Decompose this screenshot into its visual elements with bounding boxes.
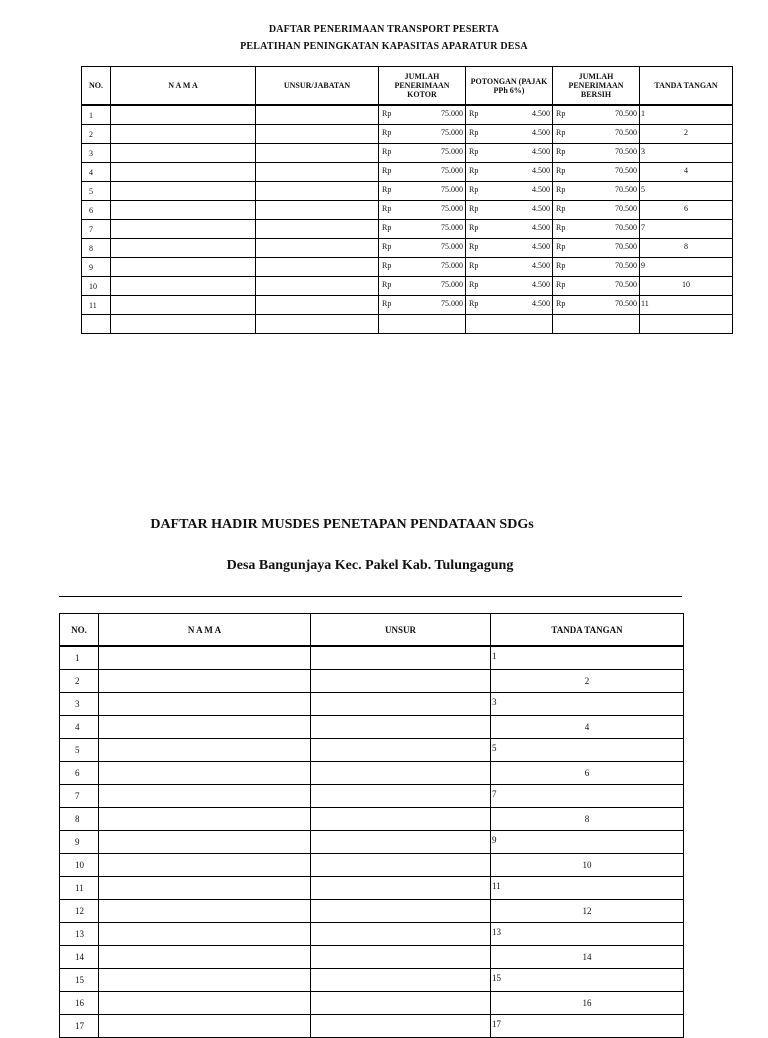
attendance-table	[59, 613, 684, 1038]
row-number: 10	[60, 854, 99, 877]
kotor-amount: 75.000	[441, 185, 463, 194]
currency-label: Rp	[469, 204, 479, 213]
row-number: 9	[82, 258, 111, 277]
potongan-amount: 4.500	[532, 185, 550, 194]
kotor-amount: 75.000	[441, 166, 463, 175]
potongan-cell	[466, 182, 553, 201]
unsur-cell[interactable]	[256, 144, 379, 163]
transport-title-line1: DAFTAR PENERIMAAN TRANSPORT PESERTA	[268, 24, 500, 35]
header-unsur: UNSUR	[311, 614, 491, 647]
signature-cell[interactable]	[491, 808, 684, 831]
signature-number: 7	[641, 223, 645, 232]
title-divider	[59, 596, 682, 597]
signature-cell[interactable]	[491, 739, 684, 762]
row-number: 4	[60, 716, 99, 739]
signature-number: 4	[684, 166, 688, 175]
unsur-cell[interactable]	[256, 239, 379, 258]
nama-cell[interactable]	[99, 946, 311, 969]
table-row	[60, 762, 684, 785]
currency-label: Rp	[382, 185, 392, 194]
table-row	[82, 201, 733, 220]
unsur-cell[interactable]	[256, 125, 379, 144]
nama-cell[interactable]	[111, 144, 256, 163]
kotor-cell	[379, 296, 466, 315]
header-no: NO.	[82, 67, 111, 106]
table-row	[82, 163, 733, 182]
bersih-cell	[553, 258, 640, 277]
bersih-amount: 70.500	[615, 299, 637, 308]
table-row	[60, 831, 684, 854]
kotor-cell	[379, 105, 466, 125]
kotor-cell	[379, 125, 466, 144]
currency-label: Rp	[556, 166, 566, 175]
empty-cell	[256, 315, 379, 334]
bersih-cell	[553, 220, 640, 239]
currency-label: Rp	[382, 166, 392, 175]
transport-header-row	[82, 67, 733, 106]
unsur-cell[interactable]	[311, 716, 491, 739]
currency-label: Rp	[382, 280, 392, 289]
row-number: 8	[82, 239, 111, 258]
currency-label: Rp	[382, 204, 392, 213]
bersih-cell	[553, 201, 640, 220]
currency-label: Rp	[556, 204, 566, 213]
table-row	[60, 854, 684, 877]
signature-cell[interactable]	[491, 831, 684, 854]
bersih-cell	[553, 163, 640, 182]
table-row	[82, 296, 733, 315]
signature-cell[interactable]	[491, 854, 684, 877]
unsur-cell[interactable]	[256, 105, 379, 125]
currency-label: Rp	[469, 223, 479, 232]
currency-label: Rp	[556, 128, 566, 137]
currency-label: Rp	[556, 261, 566, 270]
signature-number: 2	[684, 128, 688, 137]
unsur-cell[interactable]	[256, 163, 379, 182]
unsur-cell[interactable]	[256, 182, 379, 201]
table-row	[60, 992, 684, 1015]
signature-number: 1	[641, 109, 645, 118]
table-row	[60, 877, 684, 900]
nama-cell[interactable]	[99, 808, 311, 831]
potongan-cell	[466, 125, 553, 144]
signature-cell[interactable]	[491, 923, 684, 946]
kotor-cell	[379, 201, 466, 220]
kotor-cell	[379, 258, 466, 277]
unsur-cell[interactable]	[311, 969, 491, 992]
attendance-title-line1: DAFTAR HADIR MUSDES PENETAPAN PENDATAAN SDGs	[150, 517, 534, 532]
unsur-cell[interactable]	[256, 277, 379, 296]
row-number: 4	[82, 163, 111, 182]
bersih-amount: 70.500	[615, 185, 637, 194]
signature-number: 5	[641, 185, 645, 194]
empty-cell	[553, 315, 640, 334]
unsur-cell[interactable]	[256, 258, 379, 277]
signature-number: 5	[492, 743, 497, 753]
header-nama: N A M A	[99, 614, 311, 647]
row-number: 1	[82, 105, 111, 125]
table-row	[82, 239, 733, 258]
signature-number: 16	[582, 998, 592, 1008]
unsur-cell[interactable]	[311, 762, 491, 785]
table-row	[82, 144, 733, 163]
header-unsur-jabatan: UNSUR/JABATAN	[256, 67, 379, 106]
signature-number: 12	[582, 906, 592, 916]
nama-cell[interactable]	[111, 201, 256, 220]
row-number: 7	[82, 220, 111, 239]
signature-number: 3	[641, 147, 645, 156]
signature-cell[interactable]	[640, 144, 733, 163]
row-number: 5	[82, 182, 111, 201]
table-row	[60, 785, 684, 808]
signature-number: 10	[582, 860, 592, 870]
nama-cell[interactable]	[111, 277, 256, 296]
signature-number: 14	[582, 952, 592, 962]
kotor-cell	[379, 277, 466, 296]
unsur-cell[interactable]	[311, 693, 491, 716]
nama-cell[interactable]	[111, 105, 256, 125]
table-row	[60, 670, 684, 693]
signature-number: 11	[641, 299, 649, 308]
table-row	[82, 182, 733, 201]
table-row	[60, 716, 684, 739]
bersih-amount: 70.500	[615, 242, 637, 251]
potongan-cell	[466, 277, 553, 296]
nama-cell[interactable]	[99, 900, 311, 923]
bersih-amount: 70.500	[615, 261, 637, 270]
row-number: 2	[82, 125, 111, 144]
signature-number: 6	[684, 204, 688, 213]
header-tanda-tangan: TANDA TANGAN	[491, 614, 684, 647]
unsur-cell[interactable]	[311, 992, 491, 1015]
bersih-cell	[553, 182, 640, 201]
bersih-amount: 70.500	[615, 166, 637, 175]
signature-number: 3	[492, 697, 497, 707]
potongan-cell	[466, 163, 553, 182]
empty-cell	[111, 315, 256, 334]
currency-label: Rp	[469, 147, 479, 156]
row-number: 6	[82, 201, 111, 220]
table-row	[60, 923, 684, 946]
potongan-cell	[466, 220, 553, 239]
nama-cell[interactable]	[111, 163, 256, 182]
table-row	[82, 125, 733, 144]
table-row	[60, 900, 684, 923]
nama-cell[interactable]	[99, 739, 311, 762]
signature-number: 15	[492, 973, 501, 983]
signature-cell[interactable]	[640, 296, 733, 315]
potongan-cell	[466, 105, 553, 125]
currency-label: Rp	[469, 109, 479, 118]
unsur-cell[interactable]	[256, 201, 379, 220]
signature-cell[interactable]	[640, 163, 733, 182]
row-number: 5	[60, 739, 99, 762]
row-number: 14	[60, 946, 99, 969]
empty-row	[82, 315, 733, 334]
nama-cell[interactable]	[99, 969, 311, 992]
kotor-amount: 75.000	[441, 261, 463, 270]
unsur-cell[interactable]	[311, 831, 491, 854]
currency-label: Rp	[382, 109, 392, 118]
header-no: NO.	[60, 614, 99, 647]
header-jumlah-bersih: JUMLAH PENERIMAAN BERSIH	[553, 67, 640, 106]
signature-cell[interactable]	[640, 258, 733, 277]
signature-cell[interactable]	[491, 946, 684, 969]
signature-cell[interactable]	[640, 277, 733, 296]
potongan-cell	[466, 144, 553, 163]
currency-label: Rp	[469, 128, 479, 137]
potongan-amount: 4.500	[532, 223, 550, 232]
nama-cell[interactable]	[99, 877, 311, 900]
empty-cell	[379, 315, 466, 334]
signature-cell[interactable]	[491, 693, 684, 716]
currency-label: Rp	[469, 166, 479, 175]
nama-cell[interactable]	[99, 716, 311, 739]
unsur-cell[interactable]	[311, 670, 491, 693]
currency-label: Rp	[469, 299, 479, 308]
row-number: 2	[60, 670, 99, 693]
potongan-cell	[466, 296, 553, 315]
signature-number: 1	[492, 651, 497, 661]
signature-number: 4	[584, 722, 590, 732]
currency-label: Rp	[382, 261, 392, 270]
currency-label: Rp	[469, 185, 479, 194]
unsur-cell[interactable]	[256, 296, 379, 315]
currency-label: Rp	[382, 223, 392, 232]
signature-cell[interactable]	[491, 716, 684, 739]
empty-cell	[466, 315, 553, 334]
potongan-amount: 4.500	[532, 166, 550, 175]
nama-cell[interactable]	[99, 646, 311, 670]
potongan-amount: 4.500	[532, 147, 550, 156]
potongan-amount: 4.500	[532, 109, 550, 118]
nama-cell[interactable]	[111, 239, 256, 258]
currency-label: Rp	[469, 242, 479, 251]
empty-cell	[640, 315, 733, 334]
bersih-cell	[553, 239, 640, 258]
nama-cell[interactable]	[111, 296, 256, 315]
bersih-cell	[553, 144, 640, 163]
nama-cell[interactable]	[99, 854, 311, 877]
bersih-cell	[553, 277, 640, 296]
table-row	[60, 1015, 684, 1038]
nama-cell[interactable]	[99, 670, 311, 693]
bersih-amount: 70.500	[615, 204, 637, 213]
signature-cell[interactable]	[640, 220, 733, 239]
signature-number: 8	[684, 242, 688, 251]
row-number: 11	[82, 296, 111, 315]
signature-number: 17	[492, 1019, 501, 1029]
kotor-amount: 75.000	[441, 299, 463, 308]
bersih-amount: 70.500	[615, 223, 637, 232]
potongan-cell	[466, 201, 553, 220]
signature-cell[interactable]	[491, 762, 684, 785]
kotor-cell	[379, 144, 466, 163]
bersih-amount: 70.500	[615, 109, 637, 118]
unsur-cell[interactable]	[311, 646, 491, 670]
table-row	[60, 969, 684, 992]
bersih-amount: 70.500	[615, 280, 637, 289]
currency-label: Rp	[382, 299, 392, 308]
currency-label: Rp	[556, 147, 566, 156]
nama-cell[interactable]	[99, 923, 311, 946]
nama-cell[interactable]	[111, 182, 256, 201]
currency-label: Rp	[469, 280, 479, 289]
header-nama: N A M A	[111, 67, 256, 106]
unsur-cell[interactable]	[311, 854, 491, 877]
unsur-cell[interactable]	[311, 785, 491, 808]
kotor-cell	[379, 163, 466, 182]
kotor-amount: 75.000	[441, 204, 463, 213]
row-number: 7	[60, 785, 99, 808]
row-number: 17	[60, 1015, 99, 1038]
currency-label: Rp	[556, 185, 566, 194]
potongan-amount: 4.500	[532, 299, 550, 308]
currency-label: Rp	[382, 128, 392, 137]
signature-number: 7	[492, 789, 497, 799]
signature-cell[interactable]	[491, 670, 684, 693]
potongan-cell	[466, 239, 553, 258]
kotor-amount: 75.000	[441, 109, 463, 118]
nama-cell[interactable]	[99, 831, 311, 854]
potongan-amount: 4.500	[532, 128, 550, 137]
signature-cell[interactable]	[640, 105, 733, 125]
kotor-amount: 75.000	[441, 280, 463, 289]
currency-label: Rp	[556, 299, 566, 308]
bersih-cell	[553, 125, 640, 144]
bersih-cell	[553, 105, 640, 125]
signature-cell[interactable]	[640, 182, 733, 201]
row-number: 11	[60, 877, 99, 900]
signature-cell[interactable]	[491, 900, 684, 923]
row-number: 16	[60, 992, 99, 1015]
signature-number: 8	[584, 814, 590, 824]
potongan-amount: 4.500	[532, 261, 550, 270]
transport-title-line2: PELATIHAN PENINGKATAN KAPASITAS APARATUR DESA	[240, 41, 528, 52]
currency-label: Rp	[469, 261, 479, 270]
row-number: 10	[82, 277, 111, 296]
kotor-amount: 75.000	[441, 223, 463, 232]
unsur-cell[interactable]	[311, 877, 491, 900]
table-row	[82, 220, 733, 239]
nama-cell[interactable]	[99, 693, 311, 716]
kotor-amount: 75.000	[441, 242, 463, 251]
table-row	[60, 646, 684, 670]
currency-label: Rp	[556, 109, 566, 118]
signature-number: 13	[492, 927, 501, 937]
table-row	[60, 693, 684, 716]
currency-label: Rp	[382, 242, 392, 251]
unsur-cell[interactable]	[311, 923, 491, 946]
signature-cell[interactable]	[491, 646, 684, 670]
row-number: 15	[60, 969, 99, 992]
row-number: 12	[60, 900, 99, 923]
signature-number: 2	[584, 676, 590, 686]
signature-cell[interactable]	[491, 992, 684, 1015]
unsur-cell[interactable]	[256, 220, 379, 239]
table-row	[82, 105, 733, 125]
signature-cell[interactable]	[491, 785, 684, 808]
header-jumlah-kotor: JUMLAH PENERIMAAN KOTOR	[379, 67, 466, 106]
bersih-amount: 70.500	[615, 147, 637, 156]
empty-cell	[82, 315, 111, 334]
unsur-cell[interactable]	[311, 900, 491, 923]
unsur-cell[interactable]	[311, 739, 491, 762]
currency-label: Rp	[556, 223, 566, 232]
table-row	[60, 808, 684, 831]
currency-label: Rp	[556, 280, 566, 289]
nama-cell[interactable]	[111, 220, 256, 239]
unsur-cell[interactable]	[311, 808, 491, 831]
row-number: 3	[60, 693, 99, 716]
signature-cell[interactable]	[491, 1015, 684, 1038]
table-row	[82, 277, 733, 296]
table-row	[60, 946, 684, 969]
nama-cell[interactable]	[111, 258, 256, 277]
potongan-amount: 4.500	[532, 242, 550, 251]
signature-cell[interactable]	[640, 239, 733, 258]
signature-cell[interactable]	[640, 125, 733, 144]
potongan-amount: 4.500	[532, 280, 550, 289]
bersih-amount: 70.500	[615, 128, 637, 137]
kotor-cell	[379, 220, 466, 239]
nama-cell[interactable]	[99, 992, 311, 1015]
unsur-cell[interactable]	[311, 946, 491, 969]
kotor-amount: 75.000	[441, 128, 463, 137]
signature-number: 11	[492, 881, 501, 891]
signature-cell[interactable]	[491, 877, 684, 900]
nama-cell[interactable]	[99, 1015, 311, 1038]
table-row	[82, 258, 733, 277]
row-number: 9	[60, 831, 99, 854]
nama-cell[interactable]	[111, 125, 256, 144]
signature-number: 9	[641, 261, 645, 270]
attendance-header-row	[60, 614, 684, 647]
header-potongan: POTONGAN (PAJAK PPh 6%)	[466, 67, 553, 106]
header-tanda-tangan: TANDA TANGAN	[640, 67, 733, 106]
kotor-cell	[379, 182, 466, 201]
row-number: 8	[60, 808, 99, 831]
potongan-cell	[466, 258, 553, 277]
nama-cell[interactable]	[99, 762, 311, 785]
row-number: 1	[60, 646, 99, 670]
row-number: 6	[60, 762, 99, 785]
kotor-amount: 75.000	[441, 147, 463, 156]
signature-number: 10	[682, 280, 690, 289]
currency-label: Rp	[556, 242, 566, 251]
signature-cell[interactable]	[640, 201, 733, 220]
row-number: 3	[82, 144, 111, 163]
signature-number: 9	[492, 835, 497, 845]
transport-table	[81, 66, 733, 334]
signature-number: 6	[584, 768, 590, 778]
nama-cell[interactable]	[99, 785, 311, 808]
bersih-cell	[553, 296, 640, 315]
kotor-cell	[379, 239, 466, 258]
potongan-amount: 4.500	[532, 204, 550, 213]
table-row	[60, 739, 684, 762]
currency-label: Rp	[382, 147, 392, 156]
row-number: 13	[60, 923, 99, 946]
signature-cell[interactable]	[491, 969, 684, 992]
unsur-cell[interactable]	[311, 1015, 491, 1038]
attendance-title-line2: Desa Bangunjaya Kec. Pakel Kab. Tulungagung	[226, 558, 514, 573]
